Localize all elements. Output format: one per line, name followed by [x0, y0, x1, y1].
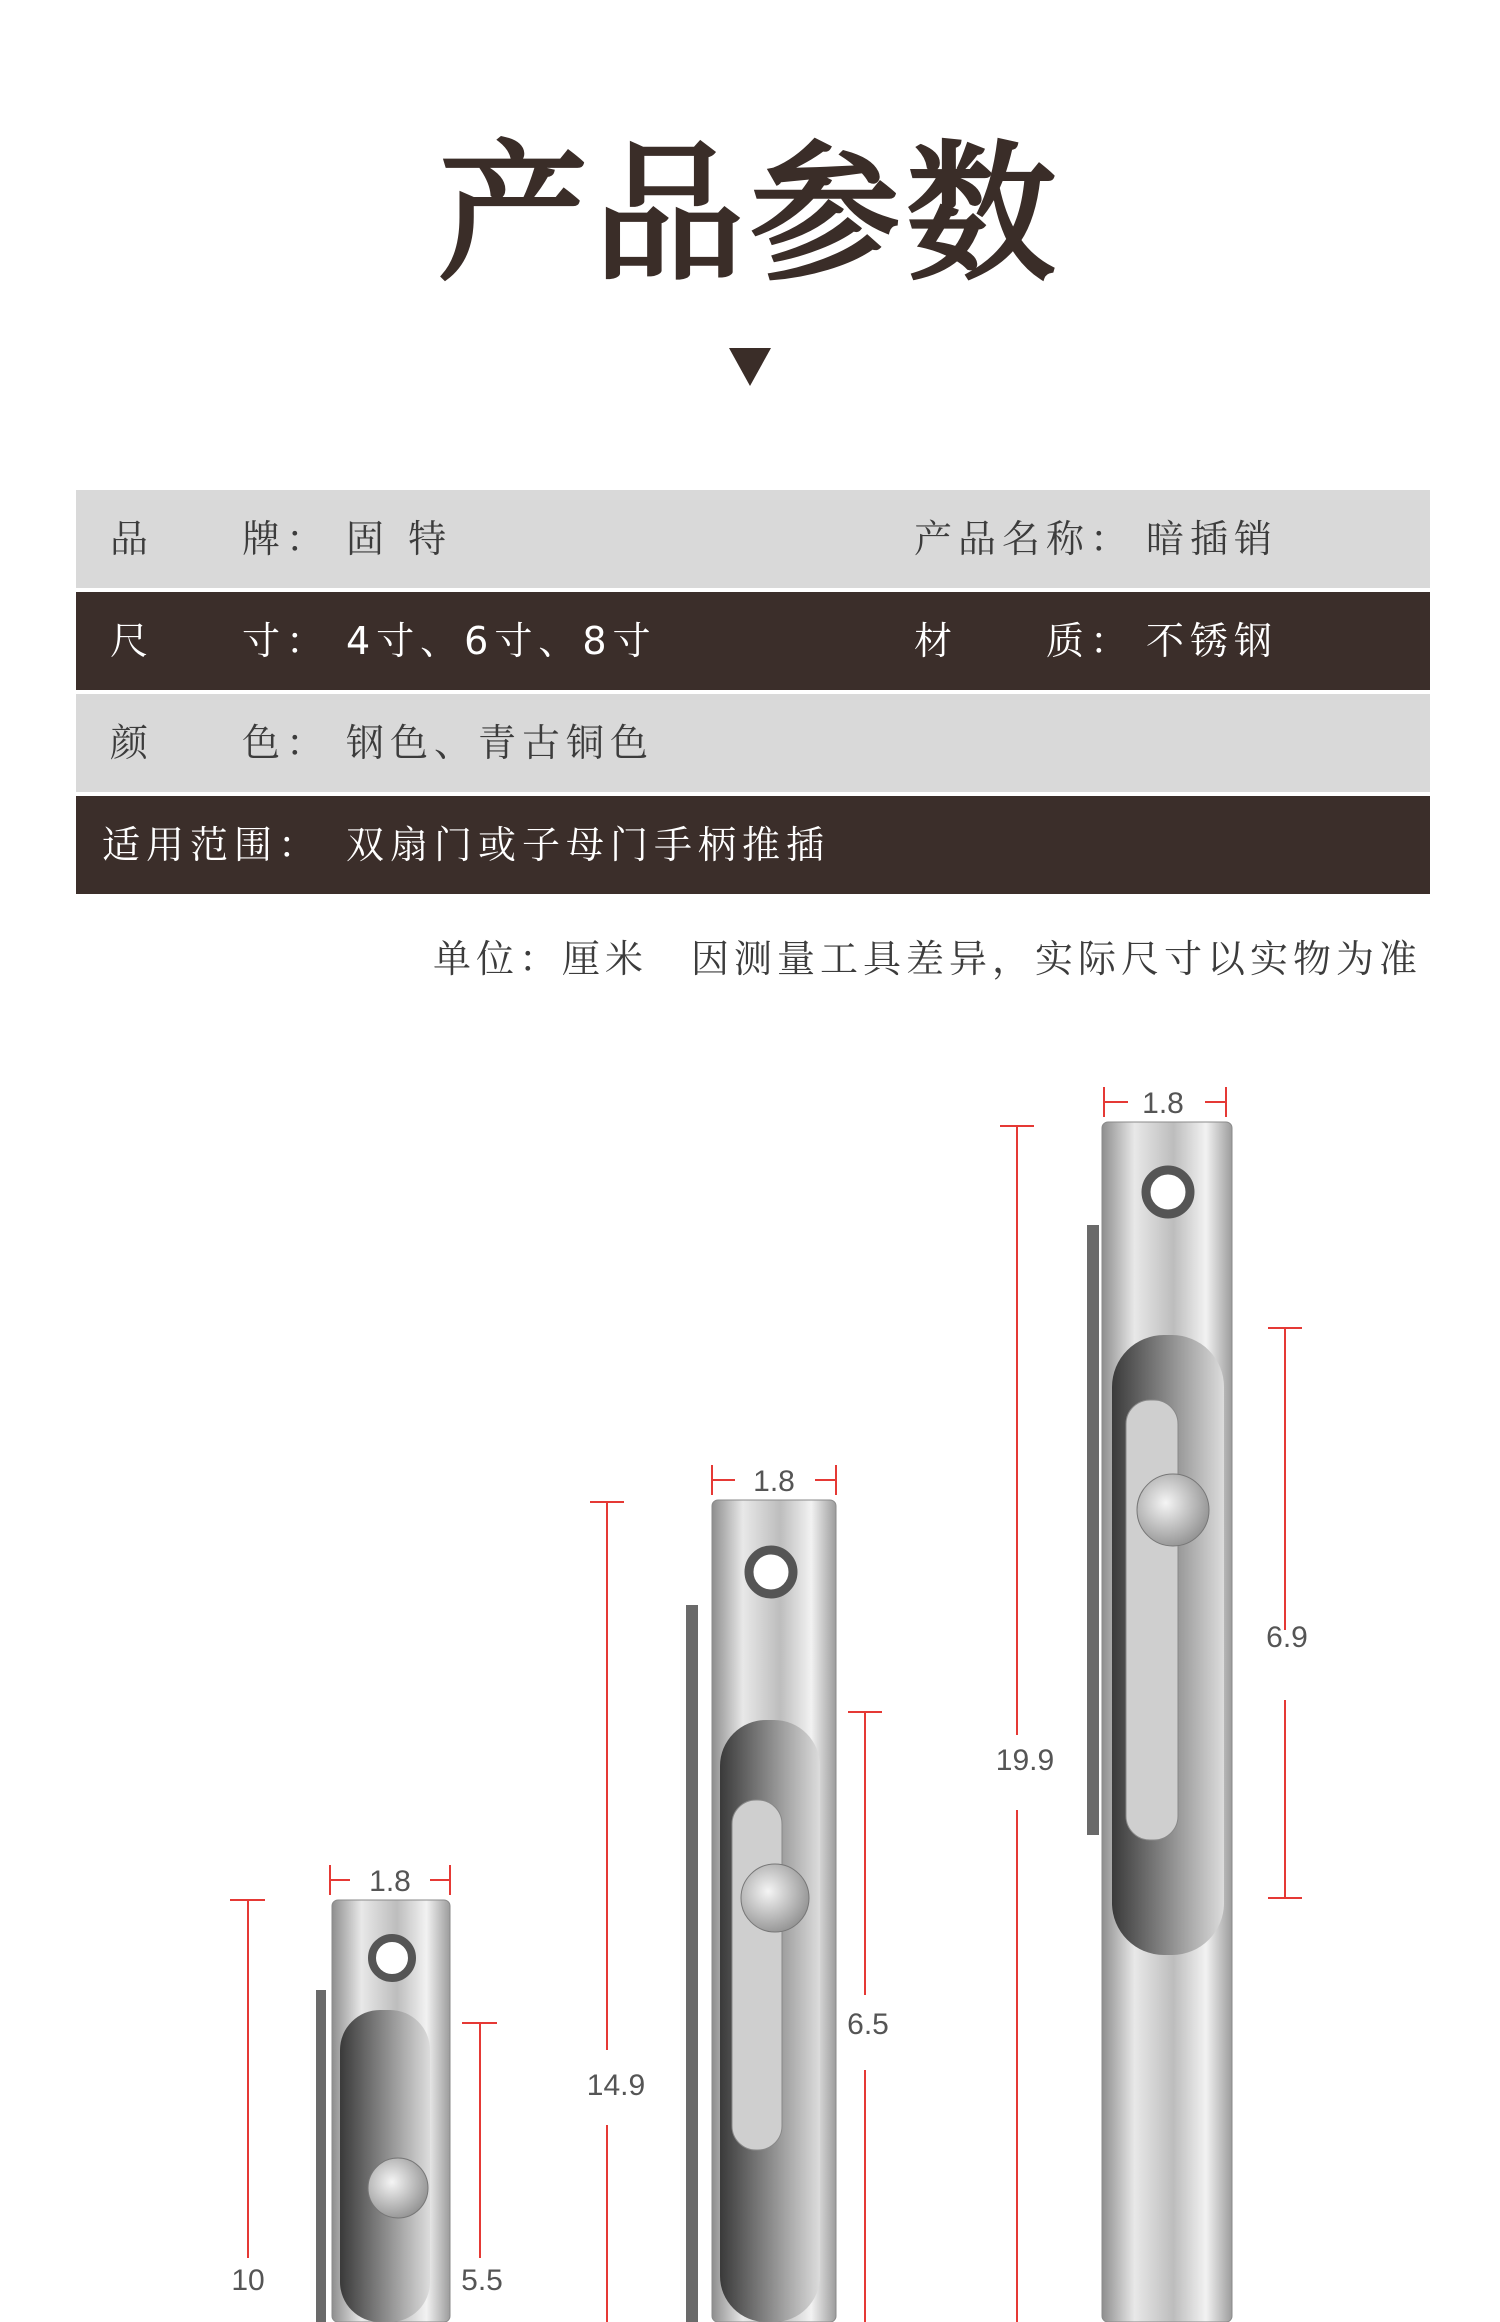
bolt-medium — [686, 1500, 836, 2322]
size-value: 4寸、6寸、8寸 — [346, 619, 657, 663]
medium-width-label: 1.8 — [753, 1465, 795, 1498]
large-slot-label: 6.9 — [1266, 1621, 1308, 1654]
row-usage — [76, 796, 1430, 894]
small-width-label: 1.8 — [369, 1865, 411, 1898]
usage-value: 双扇门或子母门手柄推插 — [346, 823, 831, 867]
bolt-large-back-plate — [1087, 1225, 1099, 1835]
bolt-large-pin — [1126, 1400, 1178, 1840]
bolt-medium-back-plate — [686, 1605, 698, 2322]
size-label: 尺 寸： — [110, 619, 331, 663]
params-table — [76, 490, 1430, 898]
bolt-large-hole-icon — [1146, 1170, 1190, 1214]
down-arrow-icon — [729, 348, 771, 386]
bolt-small-back-plate — [316, 1990, 326, 2322]
usage-label: 适用范围： — [102, 823, 323, 867]
bolt-medium-knob-icon — [741, 1864, 809, 1932]
page-title: 产品参数 — [437, 128, 1062, 302]
bolt-large-knob-icon — [1137, 1474, 1209, 1546]
row-size — [76, 592, 1430, 690]
bolt-small — [316, 1900, 450, 2322]
product-dimension-diagram — [0, 1040, 1500, 2322]
name-value: 暗插销 — [1146, 517, 1279, 561]
bolt-large — [1087, 1122, 1232, 2322]
large-height-label: 19.9 — [995, 1744, 1055, 1777]
material-label: 材 质： — [914, 619, 1135, 663]
row-color — [76, 694, 1430, 792]
bolt-small-knob-icon — [368, 2158, 428, 2218]
unit-note: 单位：厘米 因测量工具差异，实际尺寸以实物为准 — [432, 937, 1422, 981]
color-label: 颜 色： — [110, 721, 331, 765]
small-slot-label: 5.5 — [461, 2264, 503, 2297]
medium-height-label: 14.9 — [586, 2069, 646, 2102]
large-width-label: 1.8 — [1142, 1087, 1184, 1120]
brand-label: 品 牌： — [110, 517, 331, 561]
bolt-medium-hole-icon — [749, 1550, 793, 1594]
bolt-small-hole-icon — [372, 1938, 412, 1978]
bolt-medium-pin — [732, 1800, 782, 2150]
name-label: 产品名称： — [914, 517, 1135, 561]
row-brand — [76, 490, 1430, 588]
medium-slot-label: 6.5 — [847, 2008, 889, 2041]
brand-value: 固 特 — [346, 517, 453, 561]
material-value: 不锈钢 — [1146, 619, 1279, 663]
color-value: 钢色、青古铜色 — [346, 721, 655, 765]
small-height-label: 10 — [231, 2264, 265, 2297]
